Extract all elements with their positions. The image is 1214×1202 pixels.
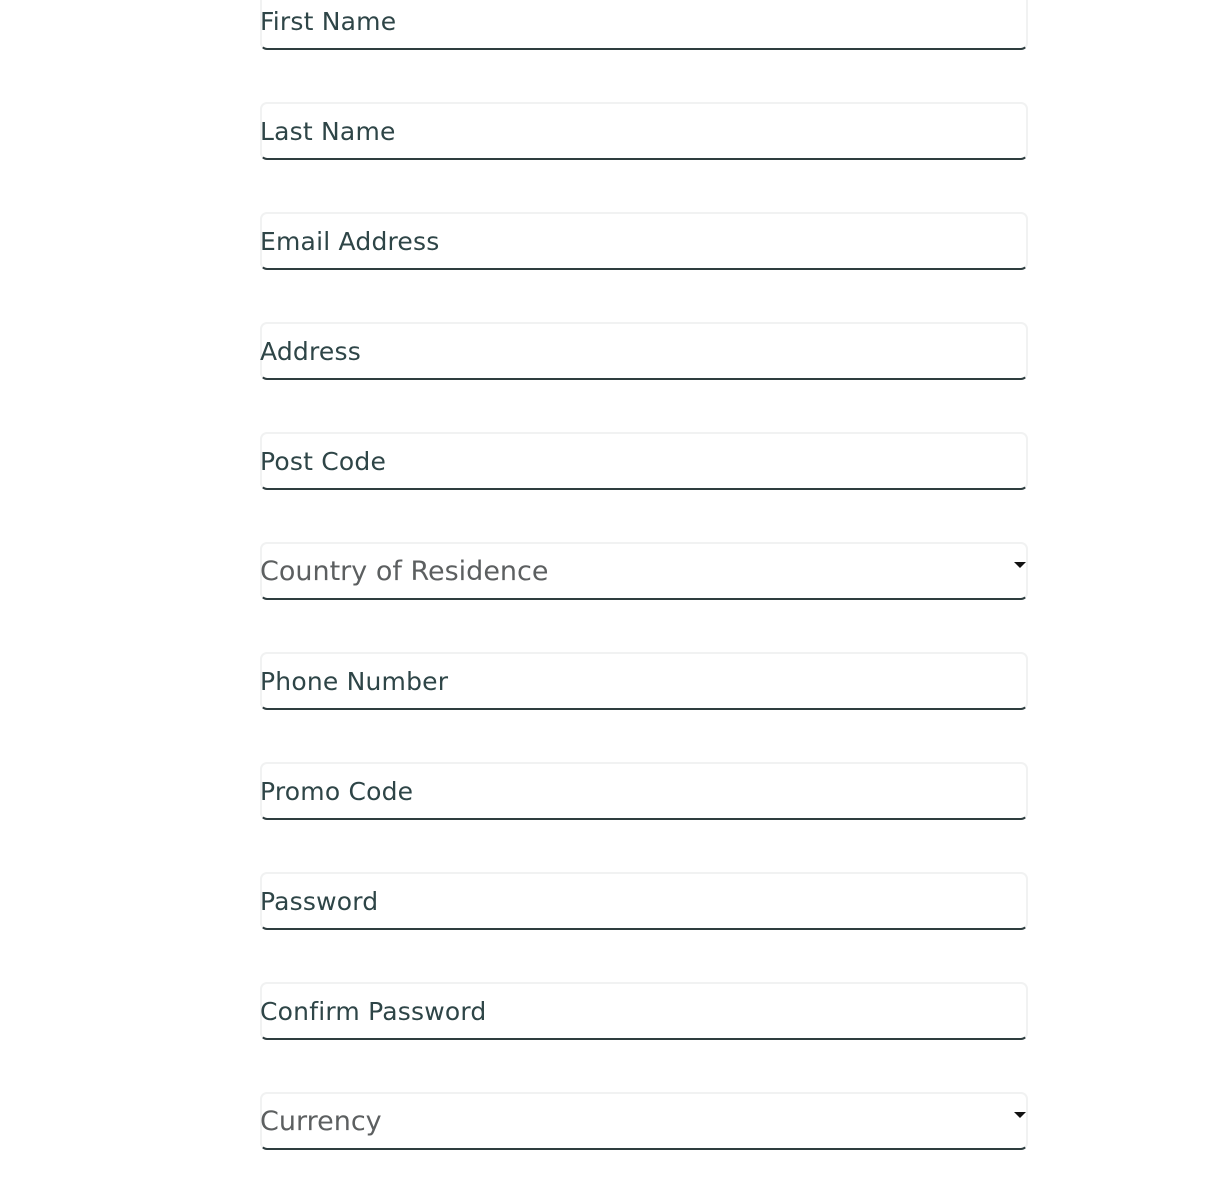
promo-code-input[interactable]	[260, 764, 1026, 818]
confirm-password-input[interactable]	[260, 984, 1026, 1038]
promo-code-field-container	[260, 762, 1028, 820]
currency-select[interactable]	[260, 1094, 1026, 1148]
first-name-field-container	[260, 0, 1028, 50]
address-input[interactable]	[260, 324, 1026, 378]
country-select-container	[260, 542, 1028, 600]
registration-form	[260, 0, 1028, 1202]
password-field-container	[260, 872, 1028, 930]
email-field-container	[260, 212, 1028, 270]
chevron-down-icon	[1014, 562, 1026, 568]
last-name-field-container	[260, 102, 1028, 160]
first-name-input[interactable]	[260, 0, 1026, 48]
country-select-value: Country of Residence	[260, 555, 549, 587]
currency-select-container	[260, 1092, 1028, 1150]
post-code-field-container	[260, 432, 1028, 490]
confirm-password-field-container	[260, 982, 1028, 1040]
password-input[interactable]	[260, 874, 1026, 928]
last-name-input[interactable]	[260, 104, 1026, 158]
email-address-input[interactable]	[260, 214, 1026, 268]
address-field-container	[260, 322, 1028, 380]
phone-field-container	[260, 652, 1028, 710]
post-code-input[interactable]	[260, 434, 1026, 488]
country-of-residence-select[interactable]	[260, 544, 1026, 598]
currency-select-value: Currency	[260, 1105, 382, 1137]
phone-number-input[interactable]	[260, 654, 1026, 708]
chevron-down-icon	[1014, 1112, 1026, 1118]
